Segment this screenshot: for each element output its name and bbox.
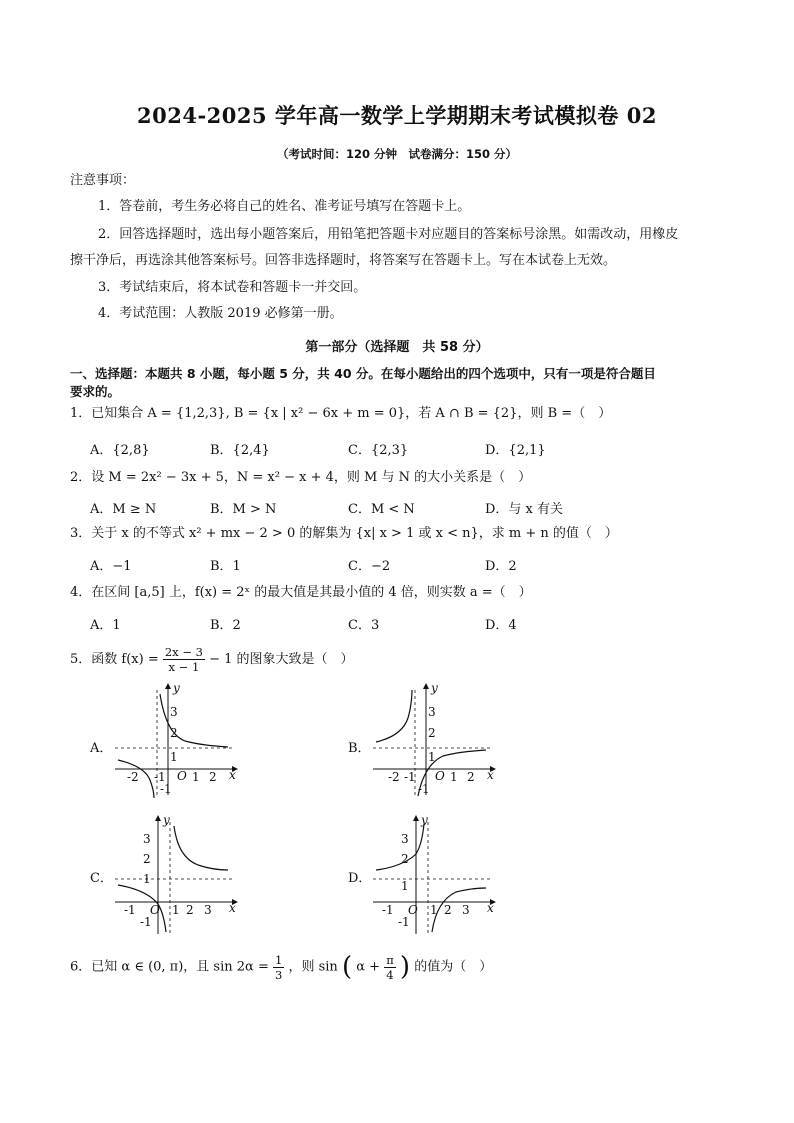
q1-option-c: C．{2,3} [348, 443, 409, 458]
tick-x-3: 3 [462, 903, 470, 917]
y-axis-arrow-icon [413, 815, 419, 821]
q6-frac2-denominator: 4 [386, 967, 394, 982]
notice-item-4: 4．考试范围：人教版 2019 必修第一册。 [98, 306, 343, 321]
q5-graph-a [110, 680, 240, 800]
y-axis-arrow-icon [155, 815, 161, 821]
q2-option-c: C．M < N [348, 502, 415, 517]
tick-x-neg2: -2 [127, 770, 139, 784]
page-subtitle: （考试时间：120 分钟 试卷满分：150 分） [276, 147, 517, 161]
origin-label: O [150, 903, 160, 917]
q5-graph-label-a: A． [90, 741, 113, 756]
tick-y-3: 3 [143, 832, 151, 846]
part1-heading: 第一部分（选择题 共 58 分） [305, 340, 489, 355]
tick-y-2: 2 [143, 852, 151, 866]
q1-option-d: D．{2,1} [485, 443, 546, 458]
y-label: y [173, 681, 180, 695]
q3-option-b: B．1 [210, 559, 241, 574]
y-label: y [421, 813, 428, 827]
y-label: y [163, 813, 170, 827]
q1-stem: 1．已知集合 A = {1,2,3}, B = {x | x² − 6x + m = 0}，若 A ∩ B = {2}，则 B =（ ） [70, 406, 612, 421]
tick-y-1: 1 [401, 879, 409, 893]
notice-item-1: 1．答卷前，考生务必将自己的姓名、准考证号填写在答题卡上。 [98, 199, 471, 214]
q6-fraction-1 [273, 953, 284, 982]
y-axis-arrow-icon [165, 683, 171, 689]
tick-y-1: 1 [143, 872, 151, 886]
origin-label: O [177, 769, 187, 783]
q2-option-d: D．与 x 有关 [485, 502, 564, 517]
tick-y-3: 3 [401, 832, 409, 846]
q4-option-d: D．4 [485, 618, 517, 633]
q6-left-paren: ( [341, 952, 353, 982]
q5-frac-numerator: 2x − 3 [164, 645, 203, 659]
tick-x-2: 2 [444, 903, 452, 917]
x-label: x [487, 768, 494, 782]
q5-graph-label-c: C． [90, 871, 113, 886]
tick-x-neg1: -1 [154, 770, 166, 784]
q6-frac1-denominator: 3 [274, 967, 283, 982]
tick-y-2: 2 [401, 852, 409, 866]
q6-frac1-numerator: 1 [274, 952, 283, 967]
tick-y-neg1: -1 [418, 782, 430, 796]
x-label: x [229, 768, 236, 782]
notice-heading: 注意事项： [70, 173, 136, 188]
q3-stem: 3．关于 x 的不等式 x² + mx − 2 > 0 的解集为 {x| x > 1 或 x < n}，求 m + n 的值（ ） [70, 526, 618, 541]
origin-label: O [408, 903, 418, 917]
q5-stem-suffix: − 1 的图象大致是（ ） [209, 652, 354, 667]
notice-item-2-cont: 擦干净后，再选涂其他答案标号。回答非选择题时，将答案写在答题卡上。写在本试卷上无效。 [70, 253, 617, 268]
tick-y-neg1: -1 [160, 782, 172, 796]
q3-option-d: D．2 [485, 559, 517, 574]
q4-stem: 4．在区间 [a,5] 上，f(x) = 2ˣ 的最大值是其最小值的 4 倍，则实数 a =（ ） [70, 585, 532, 600]
tick-x-neg1: -1 [124, 903, 136, 917]
q5-graph-label-b: B． [348, 741, 371, 756]
q5-graph-d [368, 812, 498, 937]
curve-left-branch [376, 690, 412, 742]
part1-instruction-2: 要求的。 [70, 384, 121, 399]
tick-x-2: 2 [209, 770, 217, 784]
q3-option-a: A．−1 [90, 559, 132, 574]
q5-stem [70, 645, 354, 675]
tick-x-1: 1 [192, 770, 200, 784]
notice-item-3: 3．考试结束后，将本试卷和答题卡一并交回。 [98, 280, 367, 295]
curve-left-branch [376, 824, 424, 870]
q3-option-c: C．−2 [348, 559, 391, 574]
q5-graph-b [368, 680, 498, 800]
x-label: x [229, 901, 236, 915]
tick-x-neg2: -2 [388, 770, 400, 784]
q2-option-a: A．M ≥ N [90, 502, 157, 517]
q5-graph-c [110, 812, 240, 937]
q6-paren-inner: α + [356, 959, 381, 975]
curve-right-branch [432, 888, 486, 932]
tick-x-1: 1 [172, 903, 180, 917]
tick-x-3: 3 [204, 903, 212, 917]
tick-x-neg1: -1 [404, 770, 416, 784]
notice-item-2: 2．回答选择题时，选出每小题答案后，用铅笔把答题卡对应题目的答案标号涂黑。如需改动，用橡皮 [98, 227, 679, 242]
q6-fraction-2 [384, 953, 396, 982]
q1-option-b: B．{2,4} [210, 443, 270, 458]
tick-y-2: 2 [170, 726, 178, 740]
q6-right-paren: ) [399, 952, 411, 982]
tick-y-1: 1 [428, 750, 436, 764]
x-label: x [487, 901, 494, 915]
tick-y-neg1: -1 [140, 915, 152, 929]
tick-x-neg1: -1 [382, 903, 394, 917]
q1-option-a: A．{2,8} [90, 443, 150, 458]
q5-fraction [163, 645, 205, 674]
y-label: y [431, 681, 438, 695]
q6-frac2-numerator: π [386, 952, 394, 967]
q5-graph-label-d: D． [348, 871, 372, 886]
q2-option-b: B．M > N [210, 502, 277, 517]
q4-option-a: A．1 [90, 618, 121, 633]
tick-x-1: 1 [450, 770, 458, 784]
q5-frac-denominator: x − 1 [168, 660, 200, 674]
tick-y-2: 2 [428, 726, 436, 740]
q6-stem [70, 950, 492, 985]
tick-y-3: 3 [170, 705, 178, 719]
tick-x-2: 2 [186, 903, 194, 917]
tick-y-1: 1 [170, 750, 178, 764]
q6-stem-part-a: 6．已知 α ∈ (0, π)，且 sin 2α = [70, 959, 269, 975]
tick-y-neg1: -1 [398, 915, 410, 929]
q2-stem: 2．设 M = 2x² − 3x + 5，N = x² − x + 4，则 M 与 N 的大小关系是（ ） [70, 470, 532, 485]
origin-label: O [435, 769, 445, 783]
q4-option-c: C．3 [348, 618, 380, 633]
page-title: 2024-2025 学年高一数学上学期期末考试模拟卷 02 [137, 103, 657, 128]
curve-right-branch [174, 826, 228, 870]
q5-stem-prefix: 5．函数 f(x) = [70, 652, 159, 667]
tick-y-3: 3 [428, 705, 436, 719]
q4-option-b: B．2 [210, 618, 241, 633]
tick-x-1: 1 [430, 903, 438, 917]
part1-instruction-1: 一、选择题：本题共 8 小题，每小题 5 分，共 40 分。在每小题给出的四个选项中，只有一项是符合题目 [70, 366, 656, 381]
q6-stem-part-c: 的值为（ ） [414, 959, 493, 975]
y-axis-arrow-icon [423, 683, 429, 689]
q6-stem-part-b: ，则 sin [288, 959, 338, 975]
tick-x-2: 2 [467, 770, 475, 784]
